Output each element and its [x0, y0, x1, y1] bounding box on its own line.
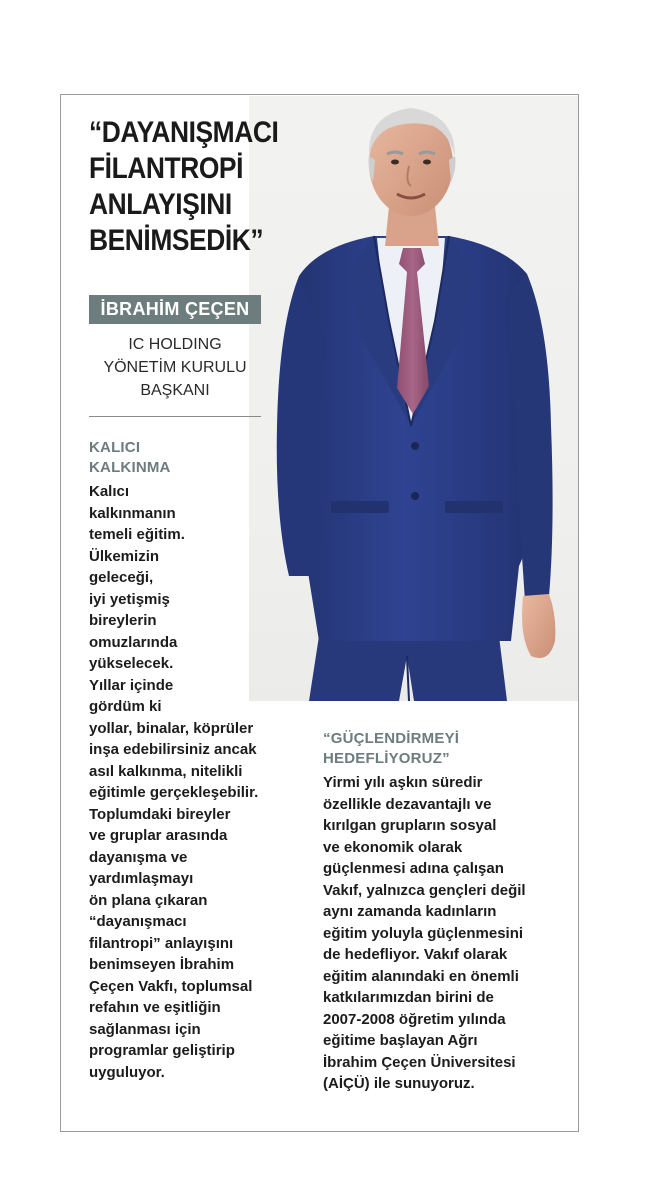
- section-body-kalici-kalkinma: Kalıcı kalkınmanın temeli eğitim. Ülkemizin geleceği, iyi yetişmiş bireylerin omuzlarında yükselecek. Yıllar içinde gördüm ki yollar, binalar, köprüler inşa edebilirsiniz ancak asıl kalkınma, nitelikli eğitimle gerçekleşebilir. Toplumdaki bireyler ve gruplar arasında dayanışma ve yardımlaşmayı ön plana çıkaran “dayanışmacı filantropi” anlayışını benimseyen İbrahim Çeçen Vakfı, toplumsal refahın ve eşitliğin sağlanması için programlar geliştirip uyguluyor.: [89, 483, 259, 1081]
- section-body-guclendirme: Yirmi yılı aşkın süredir özellikle dezavantajlı ve kırılgan grupların sosyal ve ekonomik olarak güçlenmesi adına çalışan Vakıf, yalnızca gençleri değil aynı zamanda kadınların eğitim yoluyla güçlenmesini de hedefliyor. Vakıf olarak eğitim alanındaki en önemli katkılarımızdan birini de 2007-2008 öğretim yılında eğitime başlayan Ağrı İbrahim Çeçen Üniversitesi (AİÇÜ) ile sunuyoruz.: [323, 774, 526, 1092]
- section-heading-guclendirme: “GÜÇLENDİRMEYİ HEDEFLİYORUZ”: [323, 730, 460, 767]
- divider: [89, 416, 261, 417]
- person-role: IC HOLDING YÖNETİM KURULU BAŞKANI: [103, 336, 247, 399]
- person-name-badge: İBRAHİM ÇEÇEN: [89, 295, 261, 324]
- article-headline: “DAYANIŞMACI FİLANTROPİ ANLAYIŞINI BENİMSEDİK”: [89, 116, 279, 257]
- section-heading-kalici-kalkinma: KALICI KALKINMA: [89, 439, 171, 476]
- magazine-article: [60, 94, 579, 1132]
